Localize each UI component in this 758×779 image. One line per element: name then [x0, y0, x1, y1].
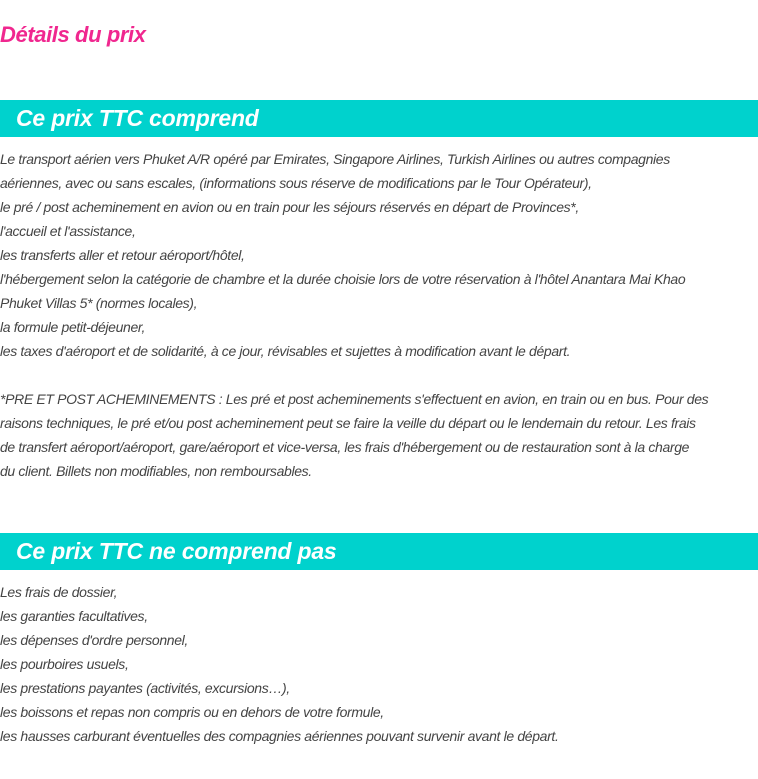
transfer-note-line: raisons techniques, le pré et/ou post acheminement peut se faire la veille du départ ou le lendemain du retour. Les frais — [0, 415, 696, 431]
includes-line: la formule petit-déjeuner, — [0, 319, 145, 335]
excludes-line: les prestations payantes (activités, excursions…), — [0, 680, 290, 696]
includes-line: le pré / post acheminement en avion ou en train pour les séjours réservés en départ de Provinces*, — [0, 199, 579, 215]
transfer-note-line: du client. Billets non modifiables, non remboursables. — [0, 463, 312, 479]
excludes-line: les hausses carburant éventuelles des compagnies aériennes pouvant survenir avant le départ. — [0, 728, 559, 744]
excludes-header-band — [0, 533, 758, 570]
page-title: Détails du prix — [0, 22, 146, 47]
transfer-note — [0, 387, 758, 483]
transfer-note-line: de transfert aéroport/aéroport, gare/aéroport et vice-versa, les frais d'hébergement ou de restauration sont à la charge — [0, 439, 690, 455]
includes-line: l'accueil et l'assistance, — [0, 223, 136, 239]
excludes-line: les pourboires usuels, — [0, 656, 129, 672]
transfer-note-line: *PRE ET POST ACHEMINEMENTS : Les pré et post acheminements s'effectuent en avion, en train ou en bus. Pour des — [0, 391, 709, 407]
excludes-line: les garanties facultatives, — [0, 608, 148, 624]
includes-list — [0, 147, 758, 363]
includes-line: l'hébergement selon la catégorie de chambre et la durée choisie lors de votre réservation à l'hôtel Anantara Mai Khao — [0, 271, 686, 287]
excludes-line: les boissons et repas non compris ou en dehors de votre formule, — [0, 704, 384, 720]
excludes-heading: Ce prix TTC ne comprend pas — [16, 538, 337, 564]
includes-line: Phuket Villas 5* (normes locales), — [0, 295, 198, 311]
includes-header-band — [0, 100, 758, 137]
includes-heading: Ce prix TTC comprend — [16, 105, 259, 131]
excludes-line: Les frais de dossier, — [0, 584, 118, 600]
includes-line: les taxes d'aéroport et de solidarité, à ce jour, révisables et sujettes à modification avant le départ. — [0, 343, 571, 359]
includes-line: les transferts aller et retour aéroport/hôtel, — [0, 247, 245, 263]
includes-line: Le transport aérien vers Phuket A/R opéré par Emirates, Singapore Airlines, Turkish Airlines ou autres compagnies — [0, 151, 670, 167]
includes-line: aériennes, avec ou sans escales, (informations sous réserve de modifications par le Tour Opérateur), — [0, 175, 592, 191]
excludes-line: les dépenses d'ordre personnel, — [0, 632, 188, 648]
excludes-list — [0, 580, 758, 748]
